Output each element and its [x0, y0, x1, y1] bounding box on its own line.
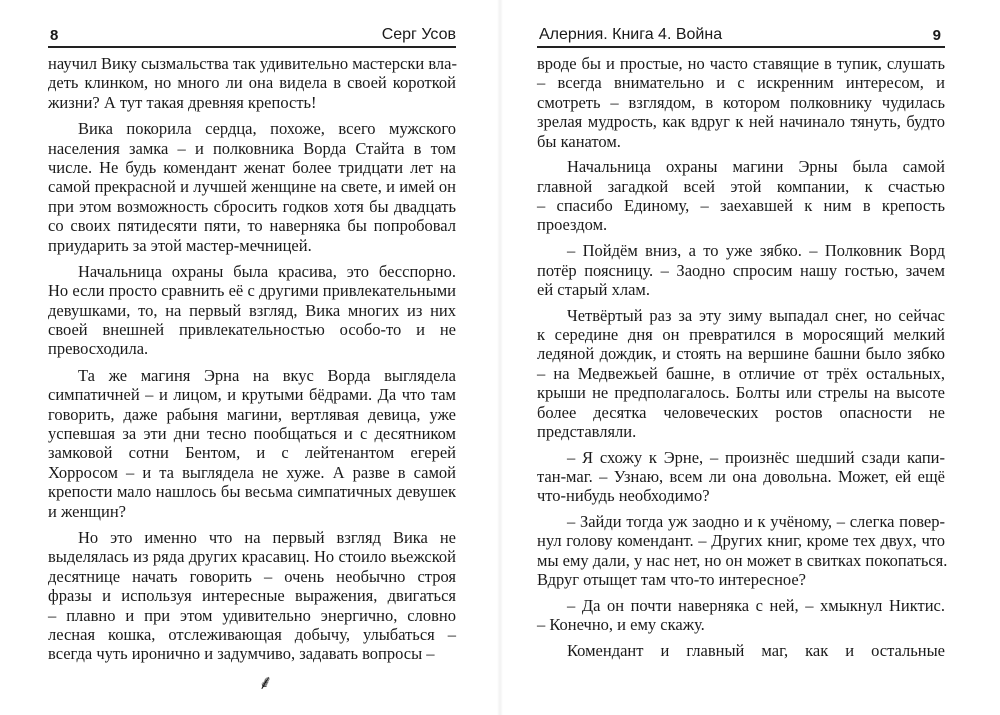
text-line: при этом возможность сбросить годков хотя бы двадцать: [48, 196, 456, 216]
book-spine: [497, 0, 503, 715]
page-number: 8: [50, 27, 59, 44]
text-line: Хорросом – и та выглядела не хуже. А разве в самой: [48, 462, 456, 482]
text-line: со своих пятидесяти пяти, то наверняка бы попробовал: [48, 216, 456, 236]
text-line: Вика покорила сердца, похоже, всего мужского: [78, 119, 456, 139]
text-line: выделялась из ряда других красавиц. Но стоило вьежской: [48, 547, 456, 567]
paragraph: [48, 119, 456, 255]
text-line: Та же магиня Эрна на вкус Ворда выглядела: [78, 365, 456, 385]
text-line: симпатичней – и лицом, и крутыми бёдрами. Да что там: [48, 385, 456, 405]
running-header-title: Алерния. Книга 4. Война: [539, 26, 723, 43]
text-line: всегда чуть иронично и задумчиво, задавать вопросы –: [48, 644, 435, 664]
text-line: приударить за этой мастер-мечницей.: [48, 235, 312, 255]
ornament-icon: ⸙: [258, 672, 273, 694]
paragraph: [537, 596, 945, 635]
left-page: [48, 0, 456, 715]
text-line: деть клинком, но много ли она видела в своей короткой: [48, 73, 456, 93]
text-line: Но если просто сравнить её с другими привлекательными: [48, 281, 456, 301]
paragraph: [537, 54, 945, 151]
text-line: – Зайди тогда уж заодно и к учёному, – слегка повер-: [567, 512, 945, 532]
text-line: что-нибудь необходимо?: [537, 486, 710, 506]
text-line: десятнице начать говорить – очень необычно строя: [48, 566, 456, 586]
text-line: лесная кошка, отслеживающая добычу, улыбаться –: [48, 624, 456, 644]
text-line: мы ему дали, у нас нет, но он может в свитках покопаться.: [537, 550, 948, 570]
text-line: успевшая за эти дни тесно пообщаться и с десятником: [48, 424, 456, 444]
text-line: нул голову комендант. – Других книг, кроме тех двух, что: [537, 531, 945, 551]
text-line: – Да он почти наверняка с ней, – хмыкнул Никтис.: [567, 595, 945, 615]
right-page-header: [537, 22, 945, 48]
paragraph: [537, 448, 945, 506]
page-number: 9: [932, 27, 941, 44]
paragraph: [537, 641, 945, 660]
text-line: ледяной дождик, и стоять на вершине башни было зябко: [537, 344, 945, 364]
text-line: своей внешней привлекательностью особо-то и не: [48, 320, 456, 340]
paragraph: [48, 262, 456, 359]
text-line: фразы и используя интересные выражения, двигаться: [48, 586, 456, 606]
text-line: девушками, то, на первый взгляд, Вика многих из них: [48, 300, 456, 320]
text-line: населения замка – и полковника Ворда Стайта в том: [48, 138, 456, 158]
text-line: тан-маг. – Узнаю, всем ли она довольна. Может, ей ещё: [537, 467, 945, 486]
right-page-body: [537, 54, 948, 667]
paragraph: [48, 528, 456, 664]
text-line: Начальница охраны магини Эрны была самой: [567, 157, 945, 177]
left-page-header: [48, 22, 456, 48]
right-page: [537, 0, 948, 715]
text-line: Четвёртый раз за эту зиму выпадал снег, но сейчас: [567, 305, 945, 325]
text-line: – Я схожу к Эрне, – произнёс шедший сзади капи-: [567, 447, 945, 467]
text-line: числе. Не будь комендант женат более тридцати лет на: [48, 157, 456, 177]
text-line: смотреть – взглядом, в котором полковнику чудилась: [537, 92, 945, 112]
text-line: научил Вику сызмальства так удивительно мастерски вла-: [48, 54, 457, 73]
text-line: главной загадкой всей этой компании, к счастью: [537, 176, 945, 196]
paragraph: [48, 54, 456, 112]
text-line: Но это именно что на первый взгляд Вика не: [78, 527, 456, 547]
text-line: крыши не предполагалось. Болты или стрелы на высоте: [537, 383, 945, 403]
paragraph: [537, 512, 948, 590]
text-line: зрелая мудрость, как вдруг к ней начинало тянуть, будто: [537, 112, 945, 132]
text-line: потёр поясницу. – Заодно спросим нашу гостью, зачем: [537, 260, 945, 280]
paragraph: [537, 157, 945, 235]
left-page-body: [48, 54, 456, 671]
text-line: – спасибо Единому, – заехавшей к ним в крепость: [537, 196, 945, 216]
text-line: – на Медвежьей башне, в отличие от трёх остальных,: [537, 363, 945, 383]
text-line: – плавно и при этом удивительно энергично, словно: [48, 605, 456, 625]
text-line: говорить, даже рабыня магини, вертлявая девица, уже: [48, 404, 456, 424]
text-line: более десятка человеческих ростов опасности не: [537, 402, 945, 422]
text-line: – Пойдём вниз, а то уже зябко. – Полковник Ворд: [567, 241, 945, 261]
text-line: Начальница охраны была красива, это бесспорно.: [78, 261, 456, 281]
text-line: ей старый хлам.: [537, 279, 651, 299]
text-line: превосходила.: [48, 339, 149, 359]
paragraph: [537, 241, 945, 299]
paragraph: [537, 306, 945, 442]
text-line: крепости мало нашлось бы весьма симпатичных девушек: [48, 482, 456, 502]
running-header-author: Серг Усов: [381, 26, 456, 43]
text-line: вроде бы и простые, но часто ставящие в тупик, слушать: [537, 54, 945, 73]
text-line: жизни? А тут такая древняя крепость!: [48, 92, 317, 112]
text-line: самой прекрасной и лучшей женщине на свете, и имей он: [48, 177, 456, 197]
text-line: к середине дня он превратился в моросящий мелкий: [537, 324, 945, 344]
text-line: бы канатом.: [537, 131, 621, 151]
text-line: замковой сотни Бентом, и с лейтенантом егерей: [48, 443, 456, 463]
paragraph: [48, 366, 456, 521]
text-line: представляли.: [537, 421, 637, 441]
text-line: Комендант и главный маг, как и остальные: [567, 641, 945, 661]
text-line: Вдруг отыщет там что-то интересное?: [537, 570, 806, 590]
text-line: и женщин?: [48, 501, 126, 521]
text-line: проездом.: [537, 215, 608, 235]
text-line: – всегда внимательно и с искренним интересом, и: [537, 73, 945, 93]
text-line: – Конечно, и ему скажу.: [537, 615, 705, 635]
